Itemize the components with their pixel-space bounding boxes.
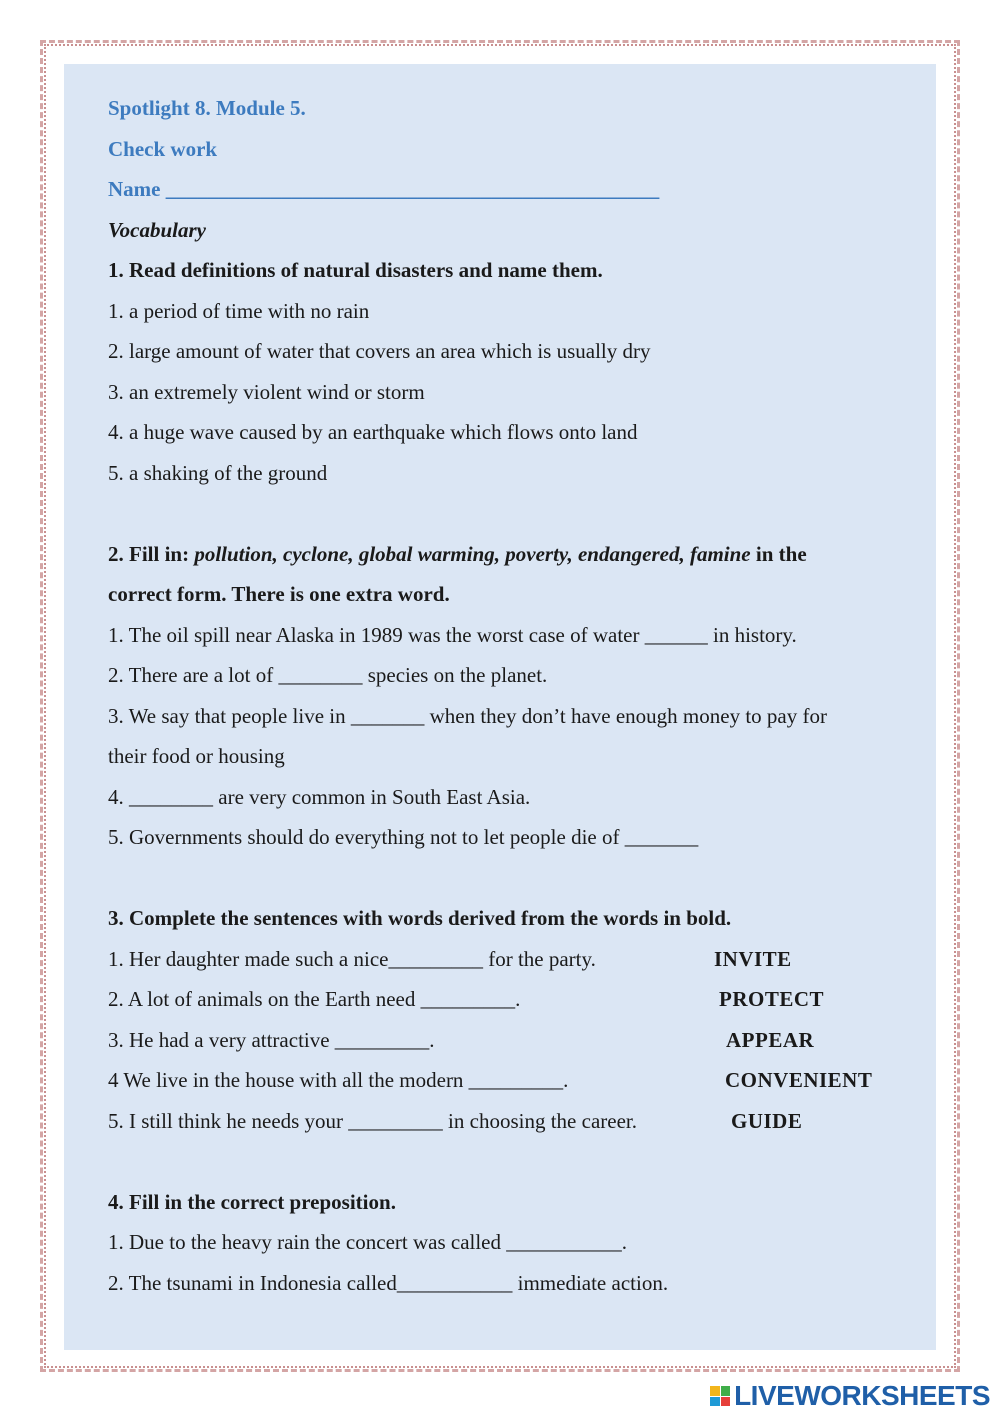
task3-item [108,979,928,1020]
task3-sentence: 1. Her daughter made such a nice_________ for the party. [108,946,596,971]
task3-bold-word: GUIDE [731,1108,803,1133]
task3-item [108,1101,928,1142]
name-label: Name [108,177,166,201]
task2-item: 2. There are a lot of ________ species on the planet. [108,663,548,687]
task2-heading-end: in the [750,541,807,566]
worksheet-content [108,88,928,1303]
task4-item: 2. The tsunami in Indonesia called___________ immediate action. [108,1270,669,1295]
task3-item [108,1020,928,1061]
task2-item: 1. The oil spill near Alaska in 1989 was the worst case of water ______ in history. [108,622,797,647]
task3-sentence: 2. A lot of animals on the Earth need _________. [108,987,521,1011]
task1-item: 1. a period of time with no rain [108,298,370,323]
task4-heading: 4. Fill in the correct preposition. [108,1189,396,1214]
task3-bold-word: APPEAR [726,1027,815,1052]
liveworksheets-logo[interactable] [710,1381,990,1411]
task2-item: 3. We say that people live in _______ when they don’t have enough money to pay for [108,703,827,728]
task3-bold-word: PROTECT [719,987,825,1011]
worksheet-title: Spotlight 8. Module 5. [108,96,306,120]
task2-item: 5. Governments should do everything not to let people die of _______ [108,825,699,849]
task1-heading: 1. Read definitions of natural disasters and name them. [108,258,603,282]
task3-bold-word: INVITE [714,946,792,971]
task3-sentence: 5. I still think he needs your _________ in choosing the career. [108,1108,637,1133]
task4-item: 1. Due to the heavy rain the concert was called ___________. [108,1230,628,1254]
task2-word-bank: pollution, cyclone, global warming, poverty, endangered, famine [194,541,751,566]
task3-sentence: 4 We live in the house with all the modern _________. [108,1068,569,1092]
task3-item [108,939,928,980]
task2-heading-start: 2. Fill in: [108,541,195,566]
section-vocabulary: Vocabulary [108,217,207,242]
task1-item: 5. a shaking of the ground [108,460,328,485]
task2-item: 4. ________ are very common in South East Asia. [108,784,531,809]
logo-text: LIVEWORKSHEETS [734,1380,990,1411]
task1-item: 2. large amount of water that covers an area which is usually dry [108,339,651,363]
task3-item [108,1060,928,1101]
task2-item: their food or housing [108,744,285,768]
liveworksheets-logo-icon [710,1386,730,1406]
task3-sentence: 3. He had a very attractive _________. [108,1027,435,1052]
worksheet-subtitle: Check work [108,136,218,161]
task1-item: 3. an extremely violent wind or storm [108,379,425,404]
task1-item: 4. a huge wave caused by an earthquake which flows onto land [108,420,638,444]
task2-heading [108,534,928,575]
task3-bold-word: CONVENIENT [725,1068,873,1092]
task3-heading: 3. Complete the sentences with words derived from the words in bold. [108,906,732,930]
name-blank[interactable]: _______________________________________________ [165,177,660,201]
name-field[interactable] [108,169,928,210]
task2-heading-line2: correct form. There is one extra word. [108,582,450,606]
